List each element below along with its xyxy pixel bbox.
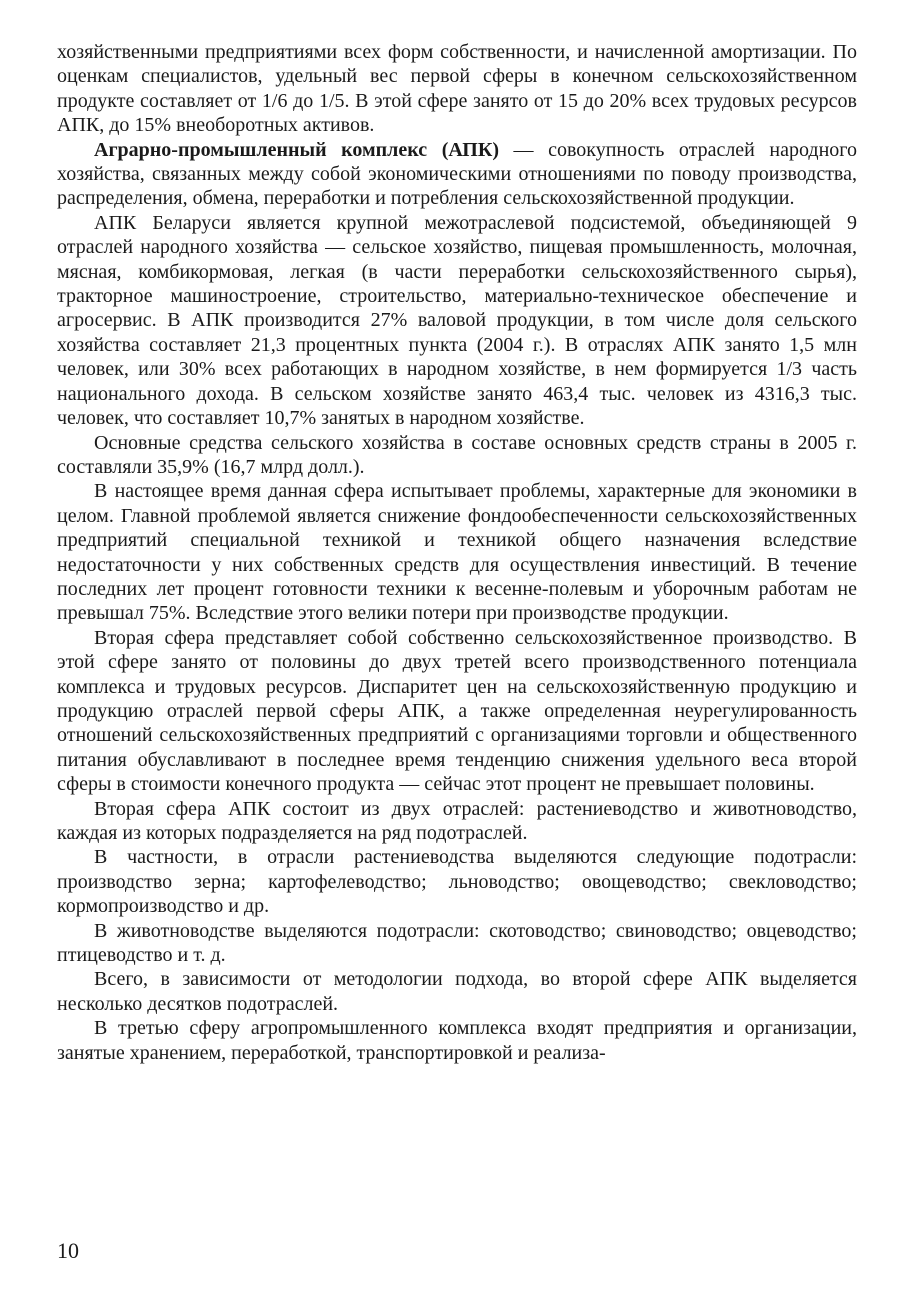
paragraph: Всего, в зависимости от методологии подхода, во второй сфере АПК выделяется несколько десятков подотраслей. — [57, 968, 857, 1015]
paragraph: Вторая сфера представляет собой собственно сельскохозяйственное производство. В этой сфере занято от половины до двух третей всего производственного потенциала комплекса и трудовых ресурсов. Диспаритет цен на сельскохозяйственную продукцию и продукцию отраслей первой сферы АПК, а также определенная неурегулированность отношений сельскохозяйственных предприятий с организациями торговли и общественного питания обуславливают в последнее время тенденцию снижения удельного веса второй сферы в стоимости конечного продукта — сейчас этот процент не превышает половины. — [57, 626, 857, 796]
definition-text: — совокупность отраслей народного хозяйства, связанных между собой экономическими отношениями по поводу производства, распределения, обмена, переработки и потребления сельскохозяйственной продукции. — [57, 138, 857, 210]
paragraph: В частности, в отрасли растениеводства выделяются следующие подотрасли: производство зерна; картофелеводство; льноводство; овощеводство; свекловодство; кормопроизводство и др. — [57, 846, 857, 918]
paragraph: Основные средства сельского хозяйства в составе основных средств страны в 2005 г. составляли 35,9% (16,7 млрд долл.). — [57, 431, 857, 478]
paragraph: АПК Беларуси является крупной межотраслевой подсистемой, объединяющей 9 отраслей народного хозяйства — сельское хозяйство, пищевая промышленность, молочная, мясная, комбикормовая, легкая (в части переработки сельскохозяйственного сырья), тракторное машиностроение, строительство, материально-техническое обеспечение и агросервис. В АПК производится 27% валовой продукции, в том числе доля сельского хозяйства составляет 21,3 процентных пункта (2004 г.). В отраслях АПК занято 1,5 млн человек, или 30% всех работающих в народном хозяйстве, в нем формируется 1/3 часть национального дохода. В сельском хозяйстве занято 463,4 тыс. человек из 4316,3 тыс. человек, что составляет 10,7% занятых в народном хозяйстве. — [57, 211, 857, 430]
paragraph-definition — [57, 138, 857, 211]
paragraph-continuation: хозяйственными предприятиями всех форм собственности, и начисленной амортизации. По оценкам специалистов, удельный вес первой сферы в конечном сельскохозяйственном продукте составляет от 1/6 до 1/5. В этой сфере занято от 15 до 20% всех трудовых ресурсов АПК, до 15% внеоборотных активов. — [57, 41, 857, 137]
paragraph: Вторая сфера АПК состоит из двух отраслей: растениеводство и животноводство, каждая из которых подразделяется на ряд подотраслей. — [57, 797, 857, 844]
paragraph: В настоящее время данная сфера испытывает проблемы, характерные для экономики в целом. Главной проблемой является снижение фондообеспеченности сельскохозяйственных предприятий специальной техникой и техникой общего назначения вследствие недостаточности у них собственных средств для осуществления инвестиций. В течение последних лет процент готовности техники к весенне-полевым и уборочным работам не превышал 75%. Вследствие этого велики потери при производстве продукции. — [57, 480, 857, 625]
body-text — [57, 40, 857, 1065]
page-number: 10 — [57, 1238, 79, 1263]
paragraph: В третью сферу агропромышленного комплекса входят предприятия и организации, занятые хранением, переработкой, транспортировкой и реализа- — [57, 1017, 857, 1064]
paragraph: В животноводстве выделяются подотрасли: скотоводство; свиноводство; овцеводство; птицеводство и т. д. — [57, 919, 857, 967]
defined-term: Аграрно-промышленный комплекс (АПК) — [94, 138, 500, 161]
